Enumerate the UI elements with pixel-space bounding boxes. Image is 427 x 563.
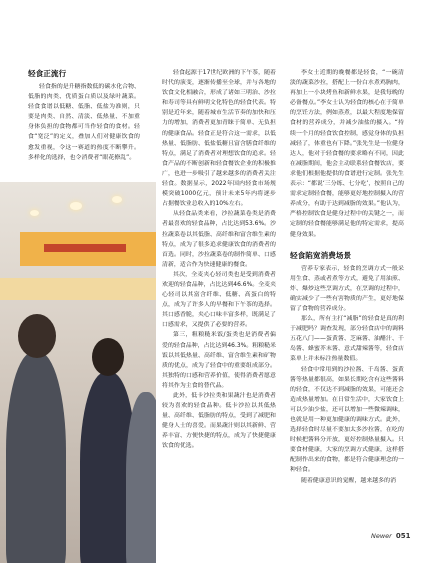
column-2 bbox=[162, 68, 276, 452]
paragraph: 从轻食品类来看，沙拉蔬菜卷类是消费者最喜欢的轻食品种，占比达到53.6%。沙拉蔬菜卷以其低脂、高纤维和富含维生素的特点，成为了很多追求健康饮食的消费者的首选。同时，沙拉蔬菜卷的制作简单、口感清新，适合作为快速健康的餐食。 bbox=[162, 211, 277, 268]
ceiling-light bbox=[30, 210, 39, 216]
sign-stripe bbox=[44, 244, 126, 252]
section-heading-light-food-trend: 轻食正流行 bbox=[28, 69, 67, 78]
ceiling-light bbox=[112, 196, 122, 203]
paragraph: 此外，低卡沙拉类和果蔬汁也是消费者较为喜欢的轻食品种。低卡沙拉以其低热量、高纤维、低脂肪的特点，受到了减肥和健身人士的喜爱。而果蔬汁则以其新鲜、营养丰富、方便快捷的特点，成为了快捷健康饮食的优选。 bbox=[162, 393, 276, 450]
page-number: 051 bbox=[395, 532, 411, 540]
paragraph: 营养专家表示，轻食的烹调方式一般采用生食、蒸或者煮等方式，避免了用油煎、炸、爆炒这些烹调方式，在烹调的过程中，确实减少了一些有害物质的产生，更好地保留了食物的营养成分。 bbox=[290, 265, 404, 312]
customer-figure bbox=[6, 352, 66, 563]
page-footer bbox=[371, 532, 410, 540]
paragraph: 第三，粗粮糙米饭/蛋类也是消费者偏爱的轻食品种，占比达到46.3%。粗粮糙米饭以其低热量、高纤维、富含维生素和矿物质的优点，成为了轻食中的重要组成部分。其独特的口感和营养价值，使得消费者愿意将其作为主食的替代品。 bbox=[162, 332, 277, 389]
menu-board bbox=[0, 278, 156, 300]
paragraph: 轻食指的是升糖指数低的碳水化合物、低脂的肉类、优质蛋白质以及绿叶蔬菜。轻食食谱以低糖、低脂、低盐为准则，只要是肉类、自然、清淡、低热量、不加重身体负担的食物都可当作轻食的食材。轻食“宽泛”的定义，叠加人们对健康饮食的愈发重视，令这一赛道的热度不断攀升。多样化的选择，也令消费者“眼花撩乱”。 bbox=[28, 84, 140, 161]
restaurant-photo bbox=[0, 182, 156, 563]
customer-figure bbox=[126, 392, 156, 563]
customer-head bbox=[18, 314, 56, 358]
paragraph: 随着健康意识的觉醒，越来越多的消 bbox=[301, 477, 397, 484]
magazine-name: Newer bbox=[371, 532, 392, 540]
paragraph: 李女士近期的晚餐都是轻食，“一碗清淡的蔬菜沙拉，搭配上一份白水煮鸡胸肉，再加上一小块烤鱼和新鲜水果，是我每晚的必备餐点。”李女士认为轻食的核心在于简单的烹饪方法，例如蒸煮，以最大程度地保留食材的营养成分，并减少油盐的摄入。“持续一个月的轻食饮食控制，感觉身体的负担减轻了，体重也有下降。”张先生是一位健身达人，他对于轻食餐的要求略有不同，因此在减脂期间，他会主动联系轻食餐饮店，要求他们根据他提供的食谱进行定制。张先生表示：“都说‘三分练、七分吃’，按照自己的需求定制轻食餐，能够更好地控制摄入的营养成分，有助于达到减脂的效果。”他认为，严格控制饮食是健身过程中的关键之一，而定制的轻食餐能够满足他的特定需求，提高健身效果。 bbox=[290, 70, 404, 238]
section-heading-consumer-scenes: 轻食陷宽消费场景 bbox=[290, 250, 352, 260]
customer-head bbox=[92, 338, 124, 376]
paragraph: 轻食中常用到的沙拉酱、千岛酱、蛋黄酱等热量都很高，如果长期吃含有这些酱料的轻食，不仅达不到减脂的效果，可能还会造成热量增加。在日常生活中，大家饮食上可以少油少盐，还可以增加一些微辣调味，也就是用一种更加健康的调味方式。此外，选择轻食时尽量不要加太多沙拉酱，在吃的时候把酱料分开放，更好控制热量摄入。只要食材健康，大家的烹调方式健康，这样搭配制作出来的食物，都是符合健康理念的一种轻食。 bbox=[290, 366, 404, 474]
paragraph: 那么，所有主打“减脂”的轻食是真的利于减肥吗？调查发现，部分轻食店中的调料五花八门——蛋黄酱、芝麻酱、油醋汁、千岛酱、蜂蜜芥末酱、意式甜辣酱等，轻食店菜单上并未标注热量数值。 bbox=[290, 316, 404, 363]
column-3 bbox=[290, 68, 404, 486]
paragraph: 轻食起源于17世纪欧洲的下午茶，随着时代的演变，逐渐传播至全球，并与各地的饮食文化相融合，形成了诸如三明治、沙拉和寿司等具有鲜明文化特色的轻食代表。特别是近年来，随着城市生活节奏的加快和压力的增加，消费者更加青睐于简单、无负担的健康食品。轻食正是符合这一需求，以低热量、低脂肪、低盐低糖且富含膳食纤维的特点，满足了消费者对理想饮食的追求。轻食产品的不断创新和轻食餐饮企业的积极推广，也进一步吸引了越来越多的消费者关注轻食。数据显示，2022年国内轻食市场规模突破1000亿元，预计未来5年内将逐步占据餐饮业总收入的10%左右。 bbox=[162, 70, 276, 208]
paragraph: 其次，全麦夹心轻司类也是受到消费者欢迎的轻食品种，占比达到46.6%。全麦夹心轻司以其富含纤维、低糖、高蛋白的特点，成为了许多人的早餐和下午茶的选择。其口感香脆，夹心口味丰富多样，既满足了口感需求，又提供了必要的营养。 bbox=[162, 271, 277, 329]
column-1 bbox=[28, 68, 140, 163]
ceiling-light bbox=[70, 202, 82, 210]
